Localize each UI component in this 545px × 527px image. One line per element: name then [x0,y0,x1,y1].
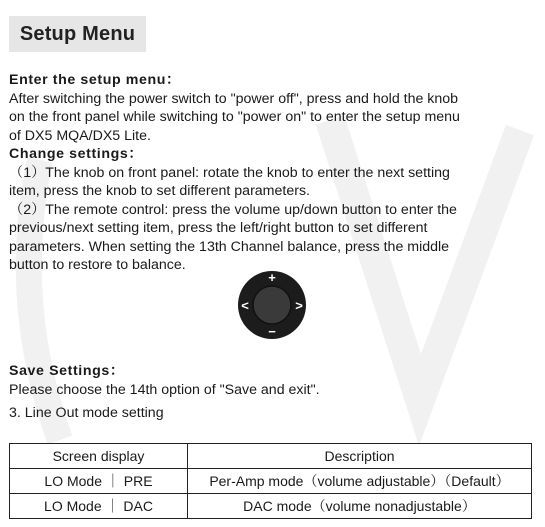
remote-left-label: < [241,298,249,313]
setup-menu-title-box [9,16,146,52]
change-settings-line: item, press the knob to set different parameters. [9,183,310,199]
line-out-mode-table [9,443,532,519]
save-settings-heading: Save Settings： [9,363,125,379]
remote-right-label: > [295,298,303,313]
enter-setup-section [9,71,539,275]
column-header: Description [188,444,532,469]
line-out-section [9,404,539,423]
table-cell: LO Mode ｜ DAC [10,494,188,519]
change-settings-heading: Change settings： [9,146,144,162]
remote-up-label: + [268,270,276,285]
change-settings-line: parameters. When setting the 13th Channel balance, press the middle [9,238,450,255]
change-settings-line: button to restore to balance. [9,257,186,273]
column-header: Screen display [10,444,188,469]
table-cell: LO Mode ｜ PRE [10,469,188,494]
enter-setup-line: of DX5 MQA/DX5 Lite. [9,127,151,144]
table-header-row [10,444,532,469]
remote-down-label: − [268,324,276,339]
table-row [10,494,532,519]
change-settings-line: （2）The remote control: press the volume up/down button to enter the [9,201,457,218]
line-out-heading: 3. Line Out mode setting [9,405,164,421]
enter-setup-line: on the front panel while switching to "power on" to enter the setup menu [9,109,460,125]
page-title: Setup Menu [19,22,136,45]
save-settings-line: Please choose the 14th option of "Save and exit". [9,381,320,398]
change-settings-line: previous/next setting item, press the left/right button to set different [9,220,428,236]
table-cell: Per-Amp mode（volume adjustable）（Default） [188,469,532,494]
change-settings-line: （1）The knob on front panel: rotate the knob to enter the next setting [9,164,450,181]
table-row [10,469,532,494]
remote-control-dpad-icon [237,270,307,340]
table-cell: DAC mode（volume nonadjustable） [188,494,532,519]
save-settings-section [9,362,539,399]
enter-setup-heading: Enter the setup menu： [9,72,181,88]
enter-setup-line: After switching the power switch to "power off", press and hold the knob [9,90,459,107]
